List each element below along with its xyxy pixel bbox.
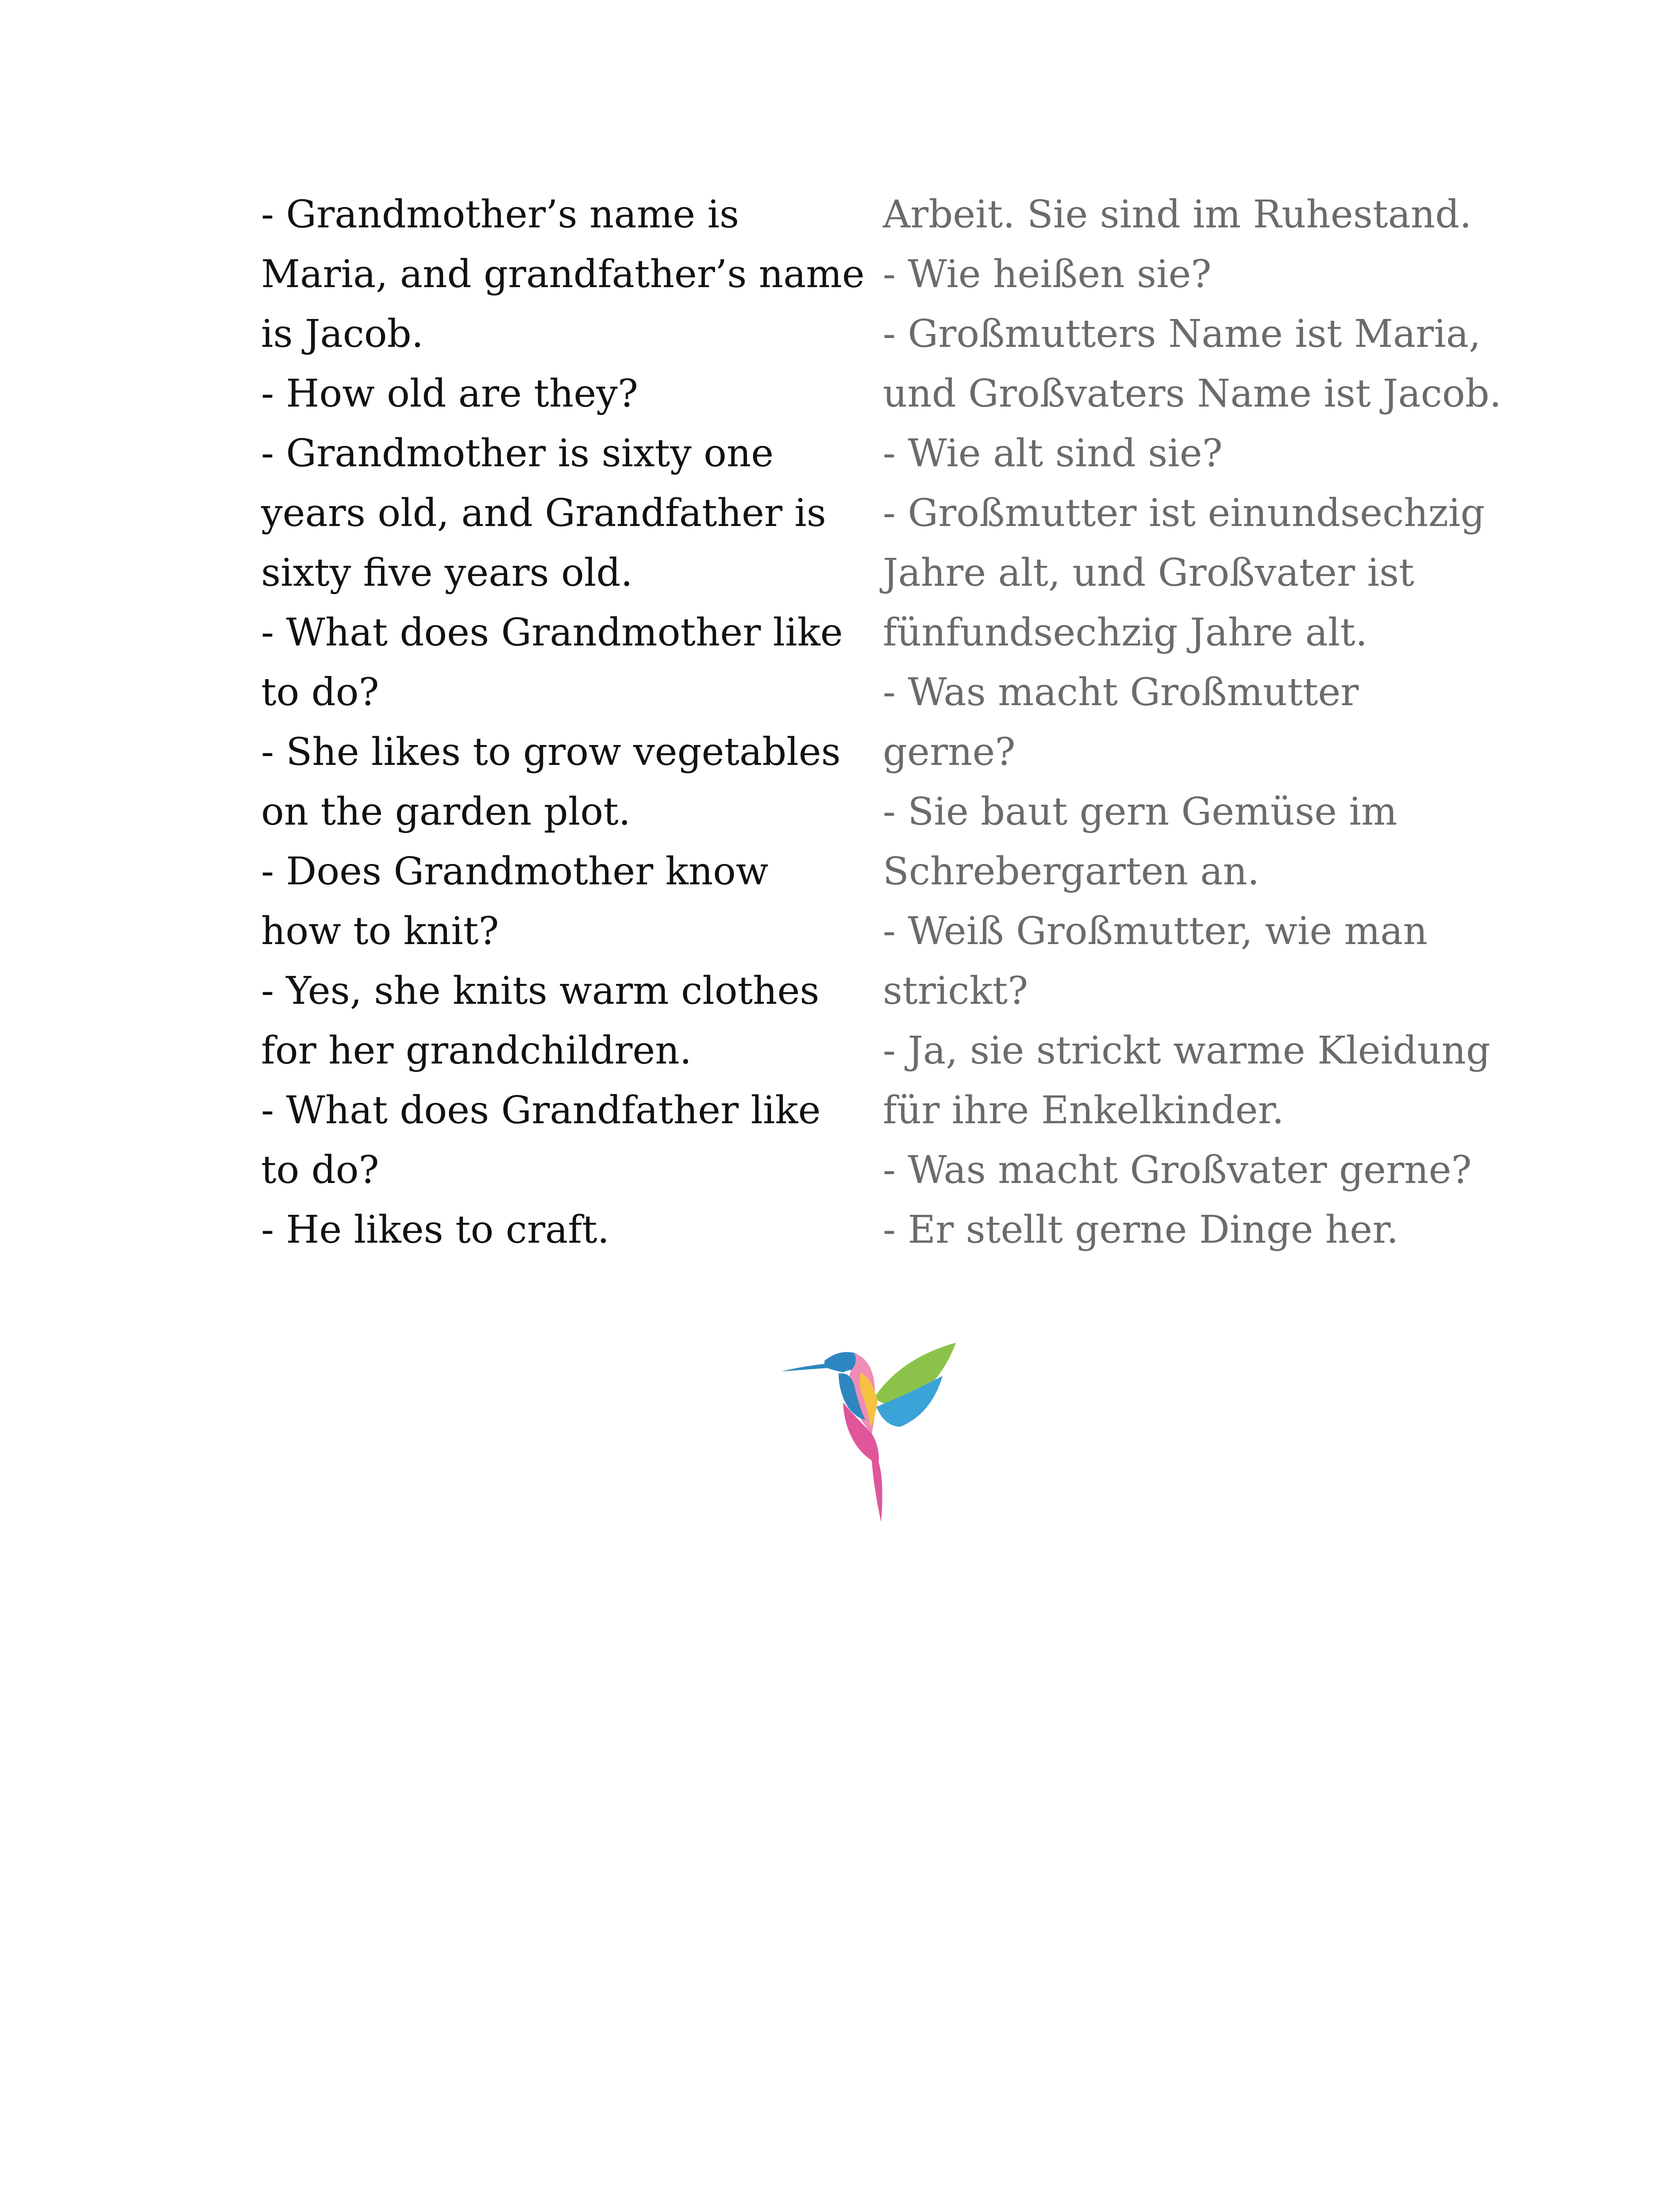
english-line: - Does Grandmother know bbox=[261, 849, 769, 894]
german-line: für ihre Enkelkinder. bbox=[883, 1088, 1284, 1133]
english-line: Maria, and grandfather’s name bbox=[261, 252, 865, 296]
english-line: - He likes to craft. bbox=[261, 1208, 610, 1252]
german-line: fünfundsechzig Jahre alt. bbox=[883, 611, 1368, 655]
bird-beak bbox=[781, 1363, 829, 1371]
german-line: - Weiß Großmutter, wie man bbox=[883, 909, 1428, 953]
german-line: - Großmutter ist einundsechzig bbox=[883, 491, 1485, 535]
german-line: Jahre alt, und Großvater ist bbox=[883, 551, 1414, 595]
english-line: to do? bbox=[261, 1148, 379, 1192]
german-line: Schrebergarten an. bbox=[883, 849, 1260, 894]
english-line: - What does Grandmother like bbox=[261, 611, 843, 655]
english-text-column bbox=[261, 185, 865, 1260]
german-line: - Was macht Großvater gerne? bbox=[883, 1148, 1472, 1192]
english-line: - How old are they? bbox=[261, 372, 638, 416]
english-line: years old, and Grandfather is bbox=[261, 491, 826, 535]
english-line: - Yes, she knits warm clothes bbox=[261, 969, 820, 1013]
english-line: - She likes to grow vegetables bbox=[261, 730, 841, 774]
english-line: sixty five years old. bbox=[261, 551, 633, 595]
english-line: - What does Grandfather like bbox=[261, 1088, 821, 1133]
german-line: und Großvaters Name ist Jacob. bbox=[883, 372, 1502, 416]
german-line: Arbeit. Sie sind im Ruhestand. bbox=[883, 192, 1472, 237]
english-line: - Grandmother’s name is bbox=[261, 192, 739, 237]
english-line: is Jacob. bbox=[261, 312, 424, 356]
english-line: - Grandmother is sixty one bbox=[261, 431, 774, 476]
german-line: strickt? bbox=[883, 969, 1028, 1013]
german-line: gerne? bbox=[883, 730, 1016, 774]
english-line: on the garden plot. bbox=[261, 790, 631, 834]
english-line: how to knit? bbox=[261, 909, 499, 953]
hummingbird-icon bbox=[772, 1332, 967, 1526]
german-line: - Großmutters Name ist Maria, bbox=[883, 312, 1481, 356]
english-line: for her grandchildren. bbox=[261, 1029, 692, 1073]
german-text-column bbox=[883, 185, 1502, 1260]
german-line: - Was macht Großmutter bbox=[883, 670, 1359, 714]
german-line: - Sie baut gern Gemüse im bbox=[883, 790, 1398, 834]
german-line: - Wie heißen sie? bbox=[883, 252, 1212, 296]
german-line: - Wie alt sind sie? bbox=[883, 431, 1223, 476]
german-line: - Er stellt gerne Dinge her. bbox=[883, 1208, 1399, 1252]
english-line: to do? bbox=[261, 670, 379, 714]
german-line: - Ja, sie strickt warme Kleidung bbox=[883, 1029, 1490, 1073]
